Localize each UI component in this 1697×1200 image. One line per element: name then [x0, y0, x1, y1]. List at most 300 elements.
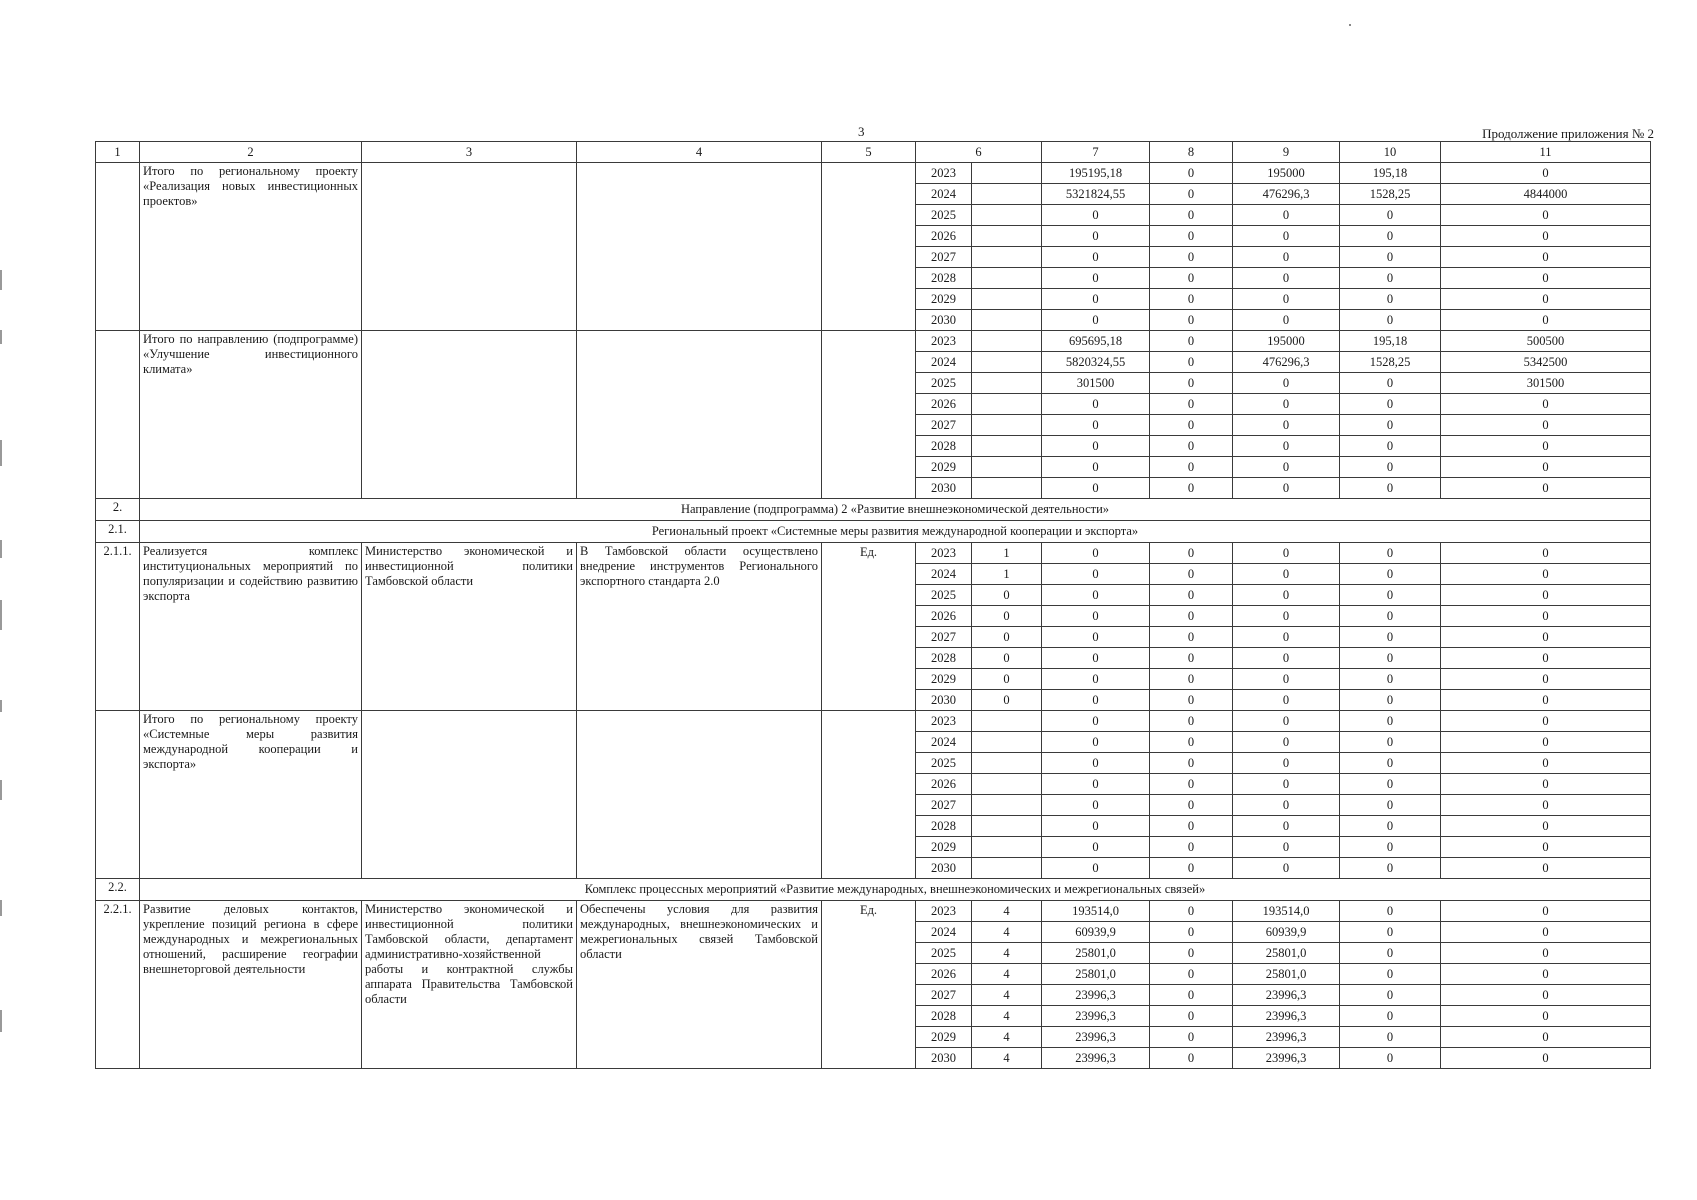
indicator-value: 0: [972, 585, 1042, 606]
federal-cell: 0: [1150, 606, 1233, 627]
total-cell: 0: [1042, 753, 1150, 774]
federal-cell: 0: [1150, 415, 1233, 436]
federal-cell: 0: [1150, 858, 1233, 879]
item-executor: Министерство экономической и инвестиционной политики Тамбовской области, департамент административно-хозяйственной работы и контрактной службы аппарата Правительства Тамбовской области: [362, 901, 577, 1069]
year-cell: 2024: [916, 184, 972, 205]
indicator-value: [972, 732, 1042, 753]
extrabudget-cell: 301500: [1441, 373, 1651, 394]
extrabudget-cell: 0: [1441, 457, 1651, 478]
local-cell: 0: [1340, 1027, 1441, 1048]
federal-cell: 0: [1150, 226, 1233, 247]
item-executor: [362, 163, 577, 331]
federal-cell: 0: [1150, 1006, 1233, 1027]
year-cell: 2023: [916, 163, 972, 184]
indicator-value: [972, 289, 1042, 310]
federal-cell: 0: [1150, 837, 1233, 858]
indicator-value: [972, 247, 1042, 268]
regional-cell: 0: [1233, 774, 1340, 795]
indicator-value: 1: [972, 564, 1042, 585]
year-cell: 2024: [916, 352, 972, 373]
extrabudget-cell: 0: [1441, 163, 1651, 184]
extrabudget-cell: 0: [1441, 289, 1651, 310]
item-unit: [822, 711, 916, 879]
local-cell: 195,18: [1340, 163, 1441, 184]
regional-cell: 23996,3: [1233, 985, 1340, 1006]
scan-edge-marks: [0, 0, 2, 1200]
local-cell: 0: [1340, 669, 1441, 690]
regional-cell: 0: [1233, 564, 1340, 585]
total-cell: 0: [1042, 247, 1150, 268]
extrabudget-cell: 0: [1441, 543, 1651, 564]
year-cell: 2028: [916, 268, 972, 289]
regional-cell: 23996,3: [1233, 1048, 1340, 1069]
indicator-value: [972, 373, 1042, 394]
indicator-value: [972, 184, 1042, 205]
total-cell: 23996,3: [1042, 1027, 1150, 1048]
item-unit: Ед.: [822, 901, 916, 1069]
total-cell: 0: [1042, 669, 1150, 690]
column-number-2: 2: [140, 142, 362, 163]
regional-cell: 60939,9: [1233, 922, 1340, 943]
year-cell: 2023: [916, 543, 972, 564]
regional-cell: 0: [1233, 436, 1340, 457]
extrabudget-cell: 0: [1441, 226, 1651, 247]
column-number-1: 1: [96, 142, 140, 163]
total-cell: 0: [1042, 478, 1150, 499]
extrabudget-cell: 0: [1441, 711, 1651, 732]
table-row: [96, 901, 1651, 922]
total-cell: 0: [1042, 226, 1150, 247]
extrabudget-cell: 0: [1441, 627, 1651, 648]
federal-cell: 0: [1150, 985, 1233, 1006]
local-cell: 0: [1340, 837, 1441, 858]
extrabudget-cell: 0: [1441, 816, 1651, 837]
regional-cell: 0: [1233, 289, 1340, 310]
regional-cell: 23996,3: [1233, 1027, 1340, 1048]
indicator-value: [972, 478, 1042, 499]
federal-cell: 0: [1150, 268, 1233, 289]
year-cell: 2026: [916, 394, 972, 415]
item-code: 2.2.1.: [96, 901, 140, 1069]
total-cell: 0: [1042, 564, 1150, 585]
extrabudget-cell: 0: [1441, 837, 1651, 858]
federal-cell: 0: [1150, 478, 1233, 499]
extrabudget-cell: 0: [1441, 478, 1651, 499]
item-unit: [822, 331, 916, 499]
federal-cell: 0: [1150, 331, 1233, 352]
local-cell: 0: [1340, 753, 1441, 774]
total-cell: 0: [1042, 627, 1150, 648]
total-cell: 195195,18: [1042, 163, 1150, 184]
item-name: Развитие деловых контактов, укрепление позиций региона в сфере международных и межрегиональных отношений, расширение географии внешнеторговой деятельности: [140, 901, 362, 1069]
total-cell: 0: [1042, 585, 1150, 606]
local-cell: 0: [1340, 943, 1441, 964]
extrabudget-cell: 0: [1441, 774, 1651, 795]
year-cell: 2028: [916, 648, 972, 669]
column-number-4: 4: [577, 142, 822, 163]
regional-cell: 0: [1233, 858, 1340, 879]
section-code: 2.1.: [96, 521, 140, 543]
local-cell: 0: [1340, 816, 1441, 837]
total-cell: 0: [1042, 205, 1150, 226]
extrabudget-cell: 0: [1441, 436, 1651, 457]
local-cell: 0: [1340, 1006, 1441, 1027]
indicator-value: 4: [972, 1006, 1042, 1027]
total-cell: 0: [1042, 816, 1150, 837]
regional-cell: 25801,0: [1233, 964, 1340, 985]
extrabudget-cell: 0: [1441, 795, 1651, 816]
total-cell: 0: [1042, 457, 1150, 478]
extrabudget-cell: 0: [1441, 858, 1651, 879]
total-cell: 0: [1042, 711, 1150, 732]
item-result: [577, 331, 822, 499]
regional-cell: 0: [1233, 732, 1340, 753]
regional-cell: 0: [1233, 585, 1340, 606]
regional-cell: 0: [1233, 669, 1340, 690]
total-cell: 25801,0: [1042, 943, 1150, 964]
regional-cell: 0: [1233, 247, 1340, 268]
regional-cell: 0: [1233, 816, 1340, 837]
indicator-value: [972, 457, 1042, 478]
scan-speck: [1349, 24, 1351, 26]
regional-cell: 0: [1233, 310, 1340, 331]
total-cell: 0: [1042, 690, 1150, 711]
federal-cell: 0: [1150, 289, 1233, 310]
year-cell: 2030: [916, 690, 972, 711]
indicator-value: 1: [972, 543, 1042, 564]
local-cell: 0: [1340, 774, 1441, 795]
extrabudget-cell: 0: [1441, 1048, 1651, 1069]
total-cell: 0: [1042, 289, 1150, 310]
total-cell: 23996,3: [1042, 1048, 1150, 1069]
item-result: В Тамбовской области осуществлено внедрение инструментов Регионального экспортного стандарта 2.0: [577, 543, 822, 711]
local-cell: 0: [1340, 289, 1441, 310]
indicator-value: 4: [972, 922, 1042, 943]
indicator-value: [972, 310, 1042, 331]
local-cell: 0: [1340, 690, 1441, 711]
federal-cell: 0: [1150, 163, 1233, 184]
year-cell: 2023: [916, 711, 972, 732]
federal-cell: 0: [1150, 352, 1233, 373]
year-cell: 2023: [916, 901, 972, 922]
indicator-value: 4: [972, 1027, 1042, 1048]
indicator-value: [972, 205, 1042, 226]
regional-cell: 195000: [1233, 163, 1340, 184]
extrabudget-cell: 0: [1441, 268, 1651, 289]
regional-cell: 0: [1233, 648, 1340, 669]
column-number-row: [96, 142, 1651, 163]
total-cell: 60939,9: [1042, 922, 1150, 943]
local-cell: 0: [1340, 1048, 1441, 1069]
federal-cell: 0: [1150, 627, 1233, 648]
year-cell: 2024: [916, 732, 972, 753]
indicator-value: [972, 816, 1042, 837]
indicator-value: [972, 268, 1042, 289]
regional-cell: 0: [1233, 394, 1340, 415]
indicator-value: [972, 415, 1042, 436]
item-executor: [362, 711, 577, 879]
local-cell: 195,18: [1340, 331, 1441, 352]
regional-cell: 23996,3: [1233, 1006, 1340, 1027]
extrabudget-cell: 0: [1441, 985, 1651, 1006]
federal-cell: 0: [1150, 457, 1233, 478]
year-cell: 2028: [916, 816, 972, 837]
federal-cell: 0: [1150, 901, 1233, 922]
total-cell: 0: [1042, 415, 1150, 436]
regional-cell: 0: [1233, 837, 1340, 858]
regional-cell: 0: [1233, 690, 1340, 711]
local-cell: 0: [1340, 648, 1441, 669]
year-cell: 2028: [916, 1006, 972, 1027]
local-cell: 0: [1340, 247, 1441, 268]
local-cell: 0: [1340, 901, 1441, 922]
extrabudget-cell: 0: [1441, 247, 1651, 268]
extrabudget-cell: 0: [1441, 690, 1651, 711]
federal-cell: 0: [1150, 564, 1233, 585]
local-cell: 0: [1340, 564, 1441, 585]
extrabudget-cell: 0: [1441, 415, 1651, 436]
extrabudget-cell: 4844000: [1441, 184, 1651, 205]
year-cell: 2027: [916, 247, 972, 268]
local-cell: 0: [1340, 205, 1441, 226]
year-cell: 2025: [916, 943, 972, 964]
total-cell: 0: [1042, 543, 1150, 564]
federal-cell: 0: [1150, 543, 1233, 564]
indicator-value: [972, 331, 1042, 352]
page-number: 3: [858, 124, 865, 139]
local-cell: 0: [1340, 373, 1441, 394]
regional-cell: 476296,3: [1233, 352, 1340, 373]
total-cell: 23996,3: [1042, 985, 1150, 1006]
section-code: 2.: [96, 499, 140, 521]
federal-cell: 0: [1150, 648, 1233, 669]
extrabudget-cell: 0: [1441, 394, 1651, 415]
year-cell: 2026: [916, 964, 972, 985]
indicator-value: [972, 163, 1042, 184]
total-cell: 301500: [1042, 373, 1150, 394]
year-cell: 2029: [916, 289, 972, 310]
extrabudget-cell: 0: [1441, 964, 1651, 985]
section-row: [96, 879, 1651, 901]
year-cell: 2030: [916, 478, 972, 499]
regional-cell: 0: [1233, 226, 1340, 247]
year-cell: 2027: [916, 985, 972, 1006]
year-cell: 2024: [916, 564, 972, 585]
indicator-value: [972, 711, 1042, 732]
regional-cell: 0: [1233, 478, 1340, 499]
regional-cell: 193514,0: [1233, 901, 1340, 922]
federal-cell: 0: [1150, 732, 1233, 753]
federal-cell: 0: [1150, 922, 1233, 943]
item-name: Итого по региональному проекту «Реализация новых инвестиционных проектов»: [140, 163, 362, 331]
section-row: [96, 499, 1651, 521]
indicator-value: 4: [972, 1048, 1042, 1069]
extrabudget-cell: 0: [1441, 1027, 1651, 1048]
federal-cell: 0: [1150, 690, 1233, 711]
federal-cell: 0: [1150, 1027, 1233, 1048]
federal-cell: 0: [1150, 753, 1233, 774]
section-title: Комплекс процессных мероприятий «Развитие международных, внешнеэкономических и межрегиональных связей»: [140, 879, 1651, 901]
federal-cell: 0: [1150, 774, 1233, 795]
column-number-9: 9: [1233, 142, 1340, 163]
year-cell: 2025: [916, 753, 972, 774]
item-code: 2.1.1.: [96, 543, 140, 711]
total-cell: 25801,0: [1042, 964, 1150, 985]
local-cell: 0: [1340, 858, 1441, 879]
total-cell: 5820324,55: [1042, 352, 1150, 373]
year-cell: 2026: [916, 226, 972, 247]
extrabudget-cell: 0: [1441, 922, 1651, 943]
total-cell: 0: [1042, 606, 1150, 627]
item-code: [96, 711, 140, 879]
section-row: [96, 521, 1651, 543]
regional-cell: 0: [1233, 627, 1340, 648]
federal-cell: 0: [1150, 943, 1233, 964]
local-cell: 0: [1340, 415, 1441, 436]
indicator-value: [972, 436, 1042, 457]
indicator-value: [972, 774, 1042, 795]
table-row: [96, 331, 1651, 352]
federal-cell: 0: [1150, 1048, 1233, 1069]
regional-cell: 0: [1233, 268, 1340, 289]
indicator-value: 0: [972, 606, 1042, 627]
extrabudget-cell: 0: [1441, 753, 1651, 774]
regional-cell: 0: [1233, 457, 1340, 478]
total-cell: 5321824,55: [1042, 184, 1150, 205]
column-number-5: 5: [822, 142, 916, 163]
item-code: [96, 163, 140, 331]
federal-cell: 0: [1150, 669, 1233, 690]
year-cell: 2024: [916, 922, 972, 943]
regional-cell: 0: [1233, 415, 1340, 436]
item-code: [96, 331, 140, 499]
table-row: [96, 543, 1651, 564]
extrabudget-cell: 0: [1441, 564, 1651, 585]
local-cell: 1528,25: [1340, 352, 1441, 373]
federal-cell: 0: [1150, 373, 1233, 394]
total-cell: 0: [1042, 732, 1150, 753]
year-cell: 2030: [916, 858, 972, 879]
year-cell: 2027: [916, 795, 972, 816]
indicator-value: 0: [972, 669, 1042, 690]
federal-cell: 0: [1150, 795, 1233, 816]
continuation-note: Продолжение приложения № 2: [1482, 126, 1654, 141]
year-cell: 2026: [916, 774, 972, 795]
local-cell: 0: [1340, 310, 1441, 331]
local-cell: 0: [1340, 436, 1441, 457]
item-result: [577, 711, 822, 879]
local-cell: 0: [1340, 394, 1441, 415]
federal-cell: 0: [1150, 205, 1233, 226]
indicator-value: [972, 352, 1042, 373]
federal-cell: 0: [1150, 247, 1233, 268]
column-number-7: 7: [1042, 142, 1150, 163]
federal-cell: 0: [1150, 310, 1233, 331]
total-cell: 0: [1042, 436, 1150, 457]
extrabudget-cell: 0: [1441, 205, 1651, 226]
table-row: [96, 711, 1651, 732]
local-cell: 1528,25: [1340, 184, 1441, 205]
total-cell: 0: [1042, 394, 1150, 415]
item-unit: [822, 163, 916, 331]
regional-cell: 195000: [1233, 331, 1340, 352]
total-cell: 695695,18: [1042, 331, 1150, 352]
local-cell: 0: [1340, 268, 1441, 289]
item-result: [577, 163, 822, 331]
total-cell: 23996,3: [1042, 1006, 1150, 1027]
total-cell: 0: [1042, 837, 1150, 858]
column-number-3: 3: [362, 142, 577, 163]
year-cell: 2029: [916, 1027, 972, 1048]
item-name: Итого по направлению (подпрограмме) «Улучшение инвестиционного климата»: [140, 331, 362, 499]
indicator-value: [972, 394, 1042, 415]
indicator-value: 4: [972, 943, 1042, 964]
item-name: Итого по региональному проекту «Системные меры развития международной кооперации и экспорта»: [140, 711, 362, 879]
regional-cell: 0: [1233, 373, 1340, 394]
local-cell: 0: [1340, 478, 1441, 499]
extrabudget-cell: 0: [1441, 943, 1651, 964]
section-code: 2.2.: [96, 879, 140, 901]
year-cell: 2029: [916, 669, 972, 690]
year-cell: 2025: [916, 585, 972, 606]
total-cell: 0: [1042, 268, 1150, 289]
year-cell: 2030: [916, 310, 972, 331]
regional-cell: 0: [1233, 795, 1340, 816]
regional-cell: 0: [1233, 543, 1340, 564]
local-cell: 0: [1340, 985, 1441, 1006]
indicator-value: [972, 837, 1042, 858]
year-cell: 2030: [916, 1048, 972, 1069]
extrabudget-cell: 0: [1441, 648, 1651, 669]
extrabudget-cell: 0: [1441, 901, 1651, 922]
year-cell: 2027: [916, 415, 972, 436]
regional-cell: 0: [1233, 205, 1340, 226]
extrabudget-cell: 0: [1441, 669, 1651, 690]
local-cell: 0: [1340, 606, 1441, 627]
indicator-value: [972, 795, 1042, 816]
regional-cell: 476296,3: [1233, 184, 1340, 205]
item-executor: Министерство экономической и инвестиционной политики Тамбовской области: [362, 543, 577, 711]
column-number-11: 11: [1441, 142, 1651, 163]
indicator-value: [972, 858, 1042, 879]
year-cell: 2025: [916, 373, 972, 394]
total-cell: 193514,0: [1042, 901, 1150, 922]
table-row: [96, 163, 1651, 184]
year-cell: 2029: [916, 837, 972, 858]
column-number-8: 8: [1150, 142, 1233, 163]
indicator-value: 4: [972, 901, 1042, 922]
federal-cell: 0: [1150, 816, 1233, 837]
extrabudget-cell: 0: [1441, 585, 1651, 606]
extrabudget-cell: 0: [1441, 732, 1651, 753]
federal-cell: 0: [1150, 711, 1233, 732]
total-cell: 0: [1042, 310, 1150, 331]
federal-cell: 0: [1150, 964, 1233, 985]
federal-cell: 0: [1150, 585, 1233, 606]
year-cell: 2023: [916, 331, 972, 352]
local-cell: 0: [1340, 711, 1441, 732]
indicator-value: [972, 226, 1042, 247]
extrabudget-cell: 0: [1441, 310, 1651, 331]
local-cell: 0: [1340, 226, 1441, 247]
budget-table: [95, 141, 1651, 1069]
year-cell: 2026: [916, 606, 972, 627]
extrabudget-cell: 5342500: [1441, 352, 1651, 373]
year-cell: 2029: [916, 457, 972, 478]
total-cell: 0: [1042, 648, 1150, 669]
indicator-value: 0: [972, 690, 1042, 711]
section-title: Региональный проект «Системные меры развития международной кооперации и экспорта»: [140, 521, 1651, 543]
